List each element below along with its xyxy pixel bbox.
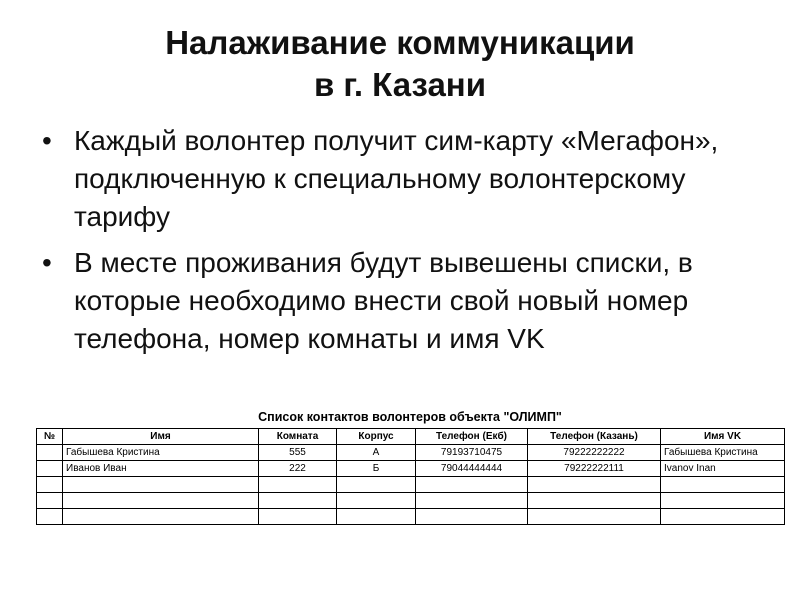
- cell-room: [259, 477, 337, 493]
- cell-vk-name: [661, 509, 785, 525]
- cell-building: А: [337, 445, 416, 461]
- cell-phone-kazan: 79222222111: [528, 461, 661, 477]
- cell-phone-ekb: 79193710475: [416, 445, 528, 461]
- cell-room: [259, 493, 337, 509]
- cell-number: [37, 493, 63, 509]
- header-name: Имя: [63, 429, 259, 445]
- bullet-icon: •: [42, 125, 52, 156]
- cell-name: Габышева Кристина: [63, 445, 259, 461]
- bullet-list: [40, 122, 770, 366]
- header-number: №: [37, 429, 63, 445]
- cell-phone-ekb: [416, 493, 528, 509]
- bullet-item: [40, 244, 770, 358]
- table-row: [37, 461, 785, 477]
- cell-vk-name: Габышева Кристина: [661, 445, 785, 461]
- cell-building: [337, 493, 416, 509]
- cell-room: 222: [259, 461, 337, 477]
- header-building: Корпус: [337, 429, 416, 445]
- cell-number: [37, 477, 63, 493]
- cell-vk-name: Ivanov Inan: [661, 461, 785, 477]
- sheet-title: Список контактов волонтеров объекта "ОЛИМП": [258, 410, 562, 424]
- cell-number: [37, 445, 63, 461]
- table-row: [37, 445, 785, 461]
- cell-building: [337, 509, 416, 525]
- cell-name: [63, 477, 259, 493]
- cell-phone-kazan: [528, 509, 661, 525]
- cell-phone-kazan: [528, 477, 661, 493]
- table-row: [37, 493, 785, 509]
- cell-number: [37, 509, 63, 525]
- cell-phone-ekb: [416, 509, 528, 525]
- bullet-item: [40, 122, 770, 236]
- table-header-row: [37, 429, 785, 445]
- cell-name: Иванов Иван: [63, 461, 259, 477]
- slide-title-line-2: в г. Казани: [313, 66, 487, 103]
- bullet-icon: •: [42, 247, 52, 278]
- bullet-text: В месте проживания будут вывешены списки, в которые необходимо внести свой новый номер телефона, номер комнаты и имя VK: [74, 247, 693, 354]
- cell-phone-ekb: 79044444444: [416, 461, 528, 477]
- cell-name: [63, 509, 259, 525]
- slide-title-line-1: Налаживание коммуникации: [165, 24, 635, 61]
- header-room: Комната: [259, 429, 337, 445]
- cell-room: 555: [259, 445, 337, 461]
- header-vk-name: Имя VK: [661, 429, 785, 445]
- cell-vk-name: [661, 493, 785, 509]
- cell-number: [37, 461, 63, 477]
- table-row: [37, 509, 785, 525]
- cell-building: [337, 477, 416, 493]
- bullet-text: Каждый волонтер получит сим-карту «Мегафон», подключенную к специальному волонтерскому тарифу: [74, 125, 719, 232]
- cell-name: [63, 493, 259, 509]
- cell-room: [259, 509, 337, 525]
- cell-phone-ekb: [416, 477, 528, 493]
- contacts-table: [36, 428, 785, 525]
- header-phone-ekb: Телефон (Екб): [416, 429, 528, 445]
- slide-title: [0, 22, 800, 106]
- cell-phone-kazan: [528, 493, 661, 509]
- header-phone-kazan: Телефон (Казань): [528, 429, 661, 445]
- table-row: [37, 477, 785, 493]
- cell-building: Б: [337, 461, 416, 477]
- cell-phone-kazan: 79222222222: [528, 445, 661, 461]
- contacts-sheet: [36, 406, 784, 525]
- cell-vk-name: [661, 477, 785, 493]
